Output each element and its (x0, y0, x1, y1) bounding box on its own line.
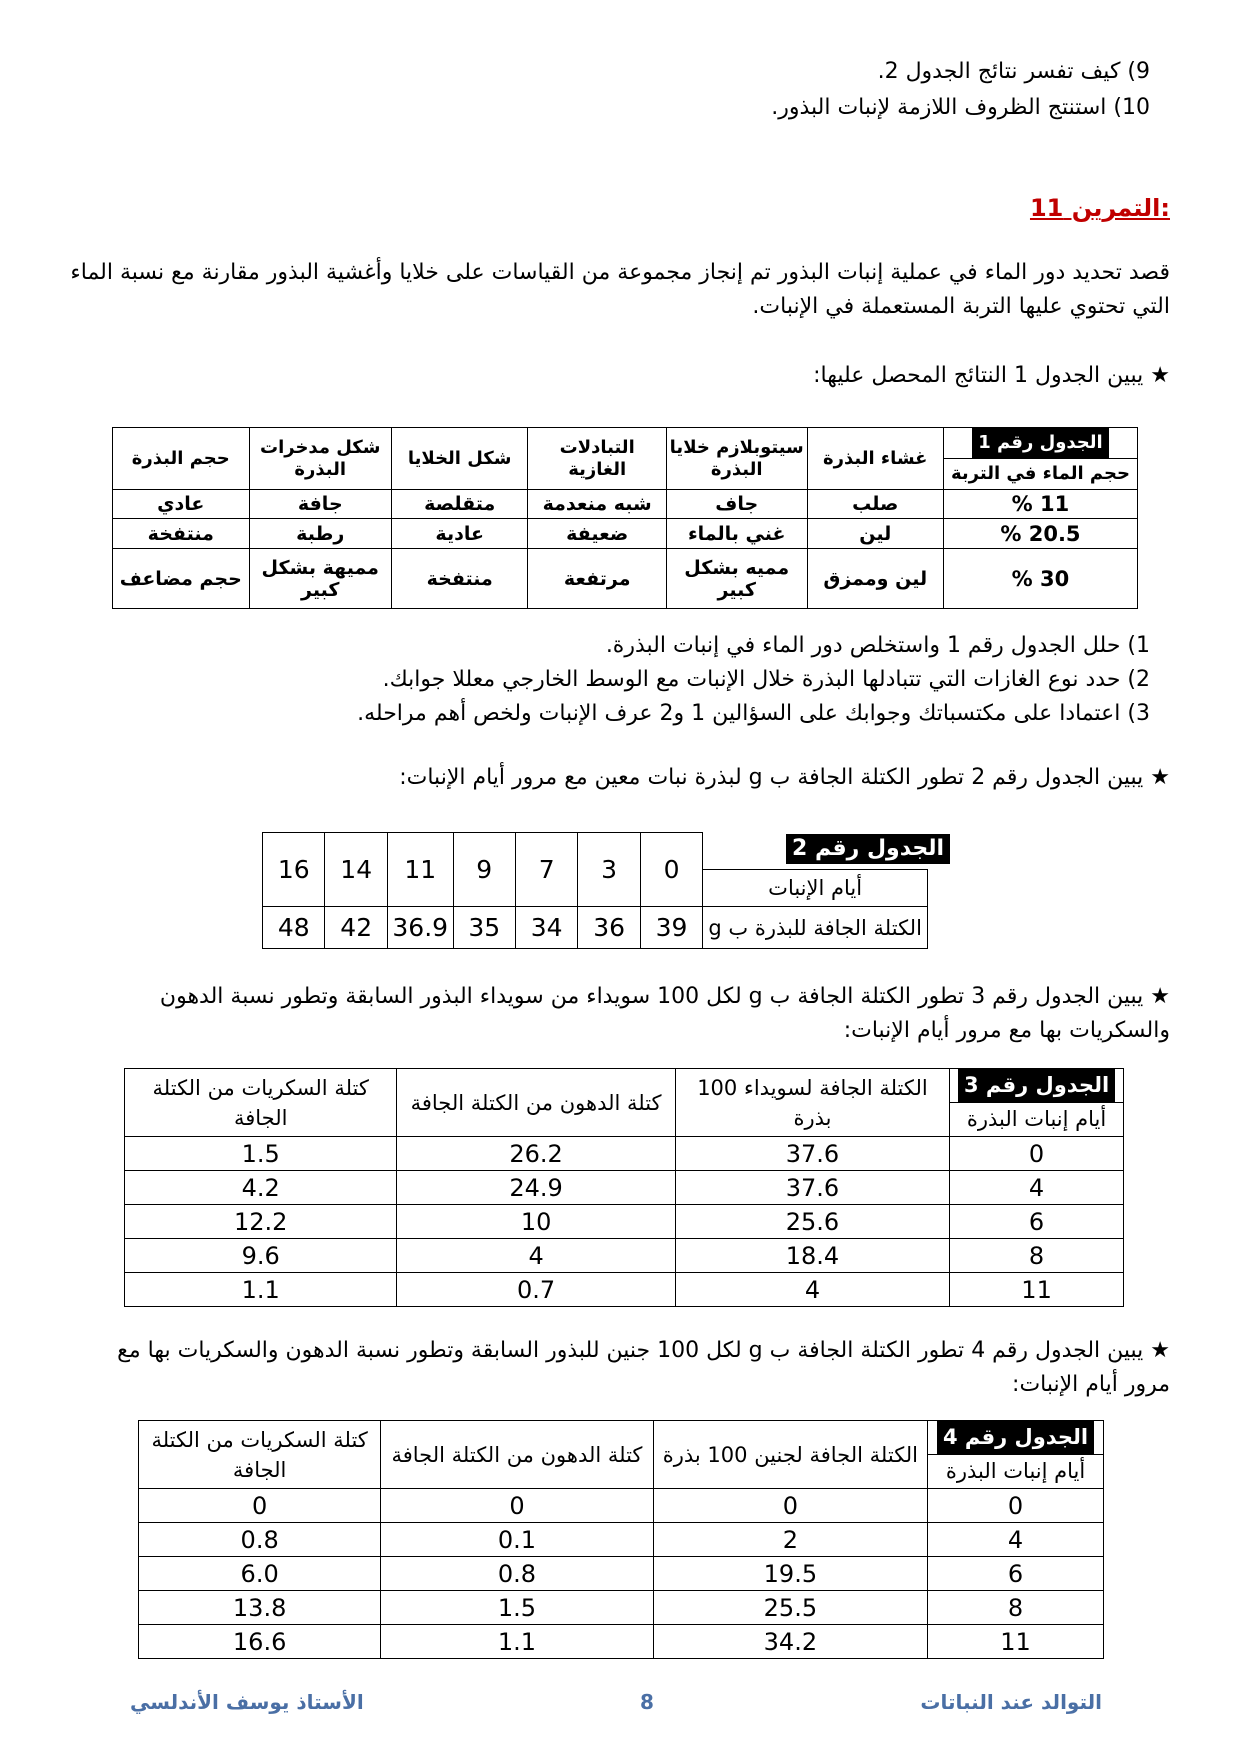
table4-cell: 0.8 (139, 1523, 381, 1557)
table4-header-days: أيام إنبات البذرة (945, 1459, 1086, 1483)
table1-cell: ضعيفة (528, 519, 667, 549)
table4-cell: 0 (381, 1489, 653, 1523)
table4-cell: 6 (928, 1557, 1104, 1591)
table3-tag: الجدول رقم 3 (958, 1069, 1115, 1102)
table4-header: الكتلة الجافة لجنين 100 بذرة (653, 1421, 927, 1489)
table1-cell: منتفخة (113, 519, 250, 549)
table4-cell: 0 (139, 1489, 381, 1523)
table4-tag: الجدول رقم 4 (937, 1421, 1094, 1454)
table-2 (262, 832, 928, 949)
table3-cell: 4 (950, 1171, 1124, 1205)
table1-cell: منتفخة (391, 549, 527, 609)
table4-caption: ★ يبين الجدول رقم 4 تطور الكتلة الجافة ب g لكل 100 جنين للبذور السابقة وتطور نسبة الدهون والسكريات بها مع مرور أيام الإنبات: (117, 1338, 1170, 1397)
table2-mass: 36 (578, 907, 640, 949)
table2-mass: 34 (515, 907, 577, 949)
table4-header: كتلة الدهون من الكتلة الجافة (381, 1421, 653, 1489)
table1-cell: 30 % (943, 549, 1137, 609)
table3-cell: 1.5 (125, 1137, 397, 1171)
table3-cell: 37.6 (675, 1171, 949, 1205)
table3-cell: 0.7 (397, 1273, 675, 1307)
question-1: 1) حلل الجدول رقم 1 واستخلص دور الماء في إنبات البذرة. (605, 633, 1150, 658)
table4-tag-header-cell (928, 1421, 1104, 1489)
table2-tag-spacer (703, 833, 928, 870)
table3-header: كتلة الدهون من الكتلة الجافة (397, 1069, 675, 1137)
table2-row-label-days: أيام الإنبات (703, 870, 928, 907)
table1-cell: 11 % (943, 490, 1137, 519)
table1-header: سيتوبلازم خلايا البذرة (666, 428, 807, 490)
table4-cell: 25.5 (653, 1591, 927, 1625)
table4-cell: 13.8 (139, 1591, 381, 1625)
table1-cell: عادي (113, 490, 250, 519)
exercise-title: :التمرين 11 (1029, 194, 1170, 222)
table4-cell: 16.6 (139, 1625, 381, 1659)
table4-cell: 1.1 (381, 1625, 653, 1659)
table4-cell: 19.5 (653, 1557, 927, 1591)
table4-tag-wrap (928, 1421, 1103, 1455)
table1-header: التبادلات الغازية (528, 428, 667, 490)
table1-header: حجم البذرة (113, 428, 250, 490)
table3-cell: 24.9 (397, 1171, 675, 1205)
table1-cell: عادية (391, 519, 527, 549)
question-2: 2) حدد نوع الغازات التي تتبادلها البذرة خلال الإنبات مع الوسط الخارجي معللا جوابك. (382, 667, 1150, 692)
table1-cell: لين (807, 519, 943, 549)
table3-cell: 1.1 (125, 1273, 397, 1307)
table-1 (112, 427, 1138, 609)
table3-cell: 4.2 (125, 1171, 397, 1205)
table1-header: غشاء البذرة (807, 428, 943, 490)
table1-cell: مرتفعة (528, 549, 667, 609)
table4-cell: 0 (653, 1489, 927, 1523)
table4-cell: 8 (928, 1591, 1104, 1625)
table4-cell: 1.5 (381, 1591, 653, 1625)
table2-day: 7 (515, 833, 577, 907)
table-4 (138, 1420, 1104, 1659)
table1-tag: الجدول رقم 1 (972, 428, 1108, 458)
table3-cell: 0 (950, 1137, 1124, 1171)
table1-cell: مميهة بشكل كبير (249, 549, 391, 609)
table4-cell: 0 (928, 1489, 1104, 1523)
table3-cell: 4 (675, 1273, 949, 1307)
table4-cell: 4 (928, 1523, 1104, 1557)
table2-day: 11 (387, 833, 453, 907)
table3-header: كتلة السكريات من الكتلة الجافة (125, 1069, 397, 1137)
table2-day: 14 (325, 833, 387, 907)
page-number: 8 (640, 1690, 654, 1714)
intro-paragraph: قصد تحديد دور الماء في عملية إنبات البذور تم إنجاز مجموعة من القياسات على خلايا وأغشية البذور مقارنة مع نسبة الماء التي تحتوي عليها التربة المستعملة في الإنبات. (70, 260, 1170, 319)
table3-cell: 8 (950, 1239, 1124, 1273)
table2-day: 9 (453, 833, 515, 907)
table2-mass: 39 (640, 907, 702, 949)
table4-cell: 34.2 (653, 1625, 927, 1659)
table4-cell: 2 (653, 1523, 927, 1557)
table1-cell: غني بالماء (666, 519, 807, 549)
table4-header: كتلة السكريات من الكتلة الجافة (139, 1421, 381, 1489)
table3-cell: 9.6 (125, 1239, 397, 1273)
table4-cell: 6.0 (139, 1557, 381, 1591)
table1-header: شكل الخلايا (391, 428, 527, 490)
table1-tag-wrap (944, 428, 1137, 458)
footer-teacher: الأستاذ يوسف الأندلسي (130, 1690, 364, 1714)
table4-cell: 0.1 (381, 1523, 653, 1557)
table1-cell: رطبة (249, 519, 391, 549)
table2-mass: 48 (263, 907, 325, 949)
table2-tag: الجدول رقم 2 (786, 834, 950, 864)
table4-cell: 0.8 (381, 1557, 653, 1591)
table3-cell: 4 (397, 1239, 675, 1273)
table1-cell: لين وممزق (807, 549, 943, 609)
table3-cell: 11 (950, 1273, 1124, 1307)
table1-cell: حجم مضاعف (113, 549, 250, 609)
table-3 (124, 1068, 1124, 1307)
table2-mass: 36.9 (387, 907, 453, 949)
table3-tag-header-cell (950, 1069, 1124, 1137)
table1-tag-header-cell (943, 428, 1137, 490)
table1-cell: متقلصة (391, 490, 527, 519)
table2-caption: ★ يبين الجدول رقم 2 تطور الكتلة الجافة ب g لبذرة نبات معين مع مرور أيام الإنبات: (399, 765, 1170, 790)
table3-cell: 37.6 (675, 1137, 949, 1171)
table4-cell: 11 (928, 1625, 1104, 1659)
table1-header: شكل مدخرات البذرة (249, 428, 391, 490)
table3-header: الكتلة الجافة لسويداء 100 بذرة (675, 1069, 949, 1137)
table1-caption: ★ يبين الجدول 1 النتائج المحصل عليها: (813, 363, 1170, 388)
table1-cell: شبه منعدمة (528, 490, 667, 519)
table2-day: 16 (263, 833, 325, 907)
table2-day: 0 (640, 833, 702, 907)
table1-header-water: حجم الماء في التربة (944, 458, 1137, 489)
table1-cell: مميه بشكل كبير (666, 549, 807, 609)
table1-cell: 20.5 % (943, 519, 1137, 549)
question-10: 10) استنتج الظروف اللازمة لإنبات البذور. (771, 95, 1150, 120)
footer-subject: التوالد عند النباتات (920, 1690, 1102, 1714)
table3-cell: 6 (950, 1205, 1124, 1239)
question-9: 9) كيف تفسر نتائج الجدول 2. (877, 59, 1150, 84)
table2-day: 3 (578, 833, 640, 907)
table1-cell: صلب (807, 490, 943, 519)
table3-cell: 12.2 (125, 1205, 397, 1239)
table3-cell: 25.6 (675, 1205, 949, 1239)
table2-row-label-mass: الكتلة الجافة للبذرة ب g (703, 907, 928, 949)
table3-cell: 26.2 (397, 1137, 675, 1171)
question-3: 3) اعتمادا على مكتسباتك وجوابك على السؤالين 1 و2 عرف الإنبات ولخص أهم مراحله. (357, 701, 1150, 726)
table2-mass: 42 (325, 907, 387, 949)
table2-mass: 35 (453, 907, 515, 949)
table3-header-days: أيام إنبات البذرة (966, 1107, 1107, 1131)
table1-cell: جافة (249, 490, 391, 519)
table3-tag-wrap (950, 1069, 1123, 1103)
table3-cell: 18.4 (675, 1239, 949, 1273)
table1-cell: جاف (666, 490, 807, 519)
table3-caption: ★ يبين الجدول رقم 3 تطور الكتلة الجافة ب g لكل 100 سويداء من سويداء البذور السابقة وتطور نسبة الدهون والسكريات بها مع مرور أيام الإنبات: (159, 984, 1170, 1043)
table3-cell: 10 (397, 1205, 675, 1239)
